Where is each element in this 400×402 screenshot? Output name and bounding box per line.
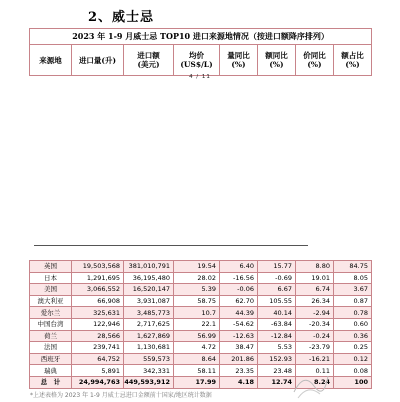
cell-vol-yoy: -54.62 — [220, 318, 258, 330]
column-header-line: (US$/L) — [180, 60, 213, 69]
cell-src: 法国 — [30, 342, 72, 354]
cell-price-yoy: -2.94 — [296, 307, 334, 319]
cell-share: 84.75 — [334, 261, 372, 273]
table-row — [30, 318, 372, 330]
cell-vol: 1,291,695 — [72, 272, 124, 284]
page-number: 4 / 11 — [189, 74, 211, 80]
column-header-line: 进口量(升) — [78, 55, 117, 65]
cell-amt-yoy: -12.84 — [258, 330, 296, 342]
cell-amt-yoy: 12.74 — [258, 376, 296, 388]
cell-share: 0.36 — [334, 330, 372, 342]
cell-price-yoy: -16.21 — [296, 353, 334, 365]
cell-vol-yoy: 4.18 — [220, 376, 258, 388]
column-header-line: 来源地 — [39, 55, 62, 65]
column-header — [72, 45, 124, 76]
cell-price: 56.99 — [174, 330, 220, 342]
cell-amt-yoy: 15.77 — [258, 261, 296, 273]
table-title: 2023 年 1-9 月威士忌 TOP10 进口来源地情况（按进口额降序排列） — [30, 29, 372, 45]
cell-src: 爱尔兰 — [30, 307, 72, 319]
cell-vol: 64,752 — [72, 353, 124, 365]
table-row — [30, 261, 372, 273]
column-header — [258, 45, 296, 76]
cell-vol: 3,066,552 — [72, 284, 124, 296]
cell-share: 0.12 — [334, 353, 372, 365]
column-header-line: 价同比 — [303, 51, 326, 60]
cell-amt: 381,010,791 — [124, 261, 174, 273]
cell-amt-yoy: 40.14 — [258, 307, 296, 319]
cell-price: 17.99 — [174, 376, 220, 388]
cell-price: 4.72 — [174, 342, 220, 354]
cell-src: 中国台湾 — [30, 318, 72, 330]
cell-vol: 24,994,763 — [72, 376, 124, 388]
page-divider — [34, 245, 308, 246]
cell-vol-yoy: 62.70 — [220, 295, 258, 307]
cell-vol-yoy: -12.63 — [220, 330, 258, 342]
column-header-line: 额占比 — [341, 51, 364, 60]
column-header-line: 进口额 — [137, 51, 160, 60]
cell-price-yoy: -23.79 — [296, 342, 334, 354]
cell-price: 5.39 — [174, 284, 220, 296]
column-header-line: (%) — [307, 60, 322, 69]
cell-vol: 122,946 — [72, 318, 124, 330]
cell-src: 瑞典 — [30, 365, 72, 377]
cell-price: 10.7 — [174, 307, 220, 319]
cell-src: 美国 — [30, 284, 72, 296]
cell-amt-yoy: -0.69 — [258, 272, 296, 284]
cell-price-yoy: 8.24 — [296, 376, 334, 388]
cell-vol: 28,566 — [72, 330, 124, 342]
cell-price-yoy: 19.01 — [296, 272, 334, 284]
import-sources-table-header — [29, 28, 372, 76]
cell-share: 3.67 — [334, 284, 372, 296]
cell-amt: 36,195,480 — [124, 272, 174, 284]
cell-price: 58.11 — [174, 365, 220, 377]
table-row — [30, 272, 372, 284]
cell-amt: 3,485,773 — [124, 307, 174, 319]
cell-amt: 1,130,681 — [124, 342, 174, 354]
cell-vol-yoy: 23.35 — [220, 365, 258, 377]
cell-price-yoy: 6.74 — [296, 284, 334, 296]
cell-price: 19.54 — [174, 261, 220, 273]
cell-vol-yoy: 6.40 — [220, 261, 258, 273]
column-header — [124, 45, 174, 76]
cell-vol-yoy: -16.56 — [220, 272, 258, 284]
cell-vol: 66,908 — [72, 295, 124, 307]
cell-price-yoy: 8.80 — [296, 261, 334, 273]
column-header — [174, 45, 220, 76]
section-heading: 2、威士忌 — [88, 10, 155, 25]
cell-amt-yoy: 152.93 — [258, 353, 296, 365]
cell-amt: 3,931,087 — [124, 295, 174, 307]
cell-amt-yoy: 5.53 — [258, 342, 296, 354]
cell-amt: 16,520,147 — [124, 284, 174, 296]
cell-amt: 559,573 — [124, 353, 174, 365]
cell-amt-yoy: 105.55 — [258, 295, 296, 307]
column-header-line: 量同比 — [227, 51, 250, 60]
table-row — [30, 330, 372, 342]
watermark-stamp-icon — [290, 362, 330, 402]
cell-price-yoy: -0.24 — [296, 330, 334, 342]
cell-price-yoy: -20.34 — [296, 318, 334, 330]
column-header — [30, 45, 72, 76]
cell-share: 0.25 — [334, 342, 372, 354]
table-footnote: *上述表格为 2023 年 1-9 月威士忌进口金额前十国家/地区统计数据 — [30, 392, 212, 399]
cell-vol: 5,891 — [72, 365, 124, 377]
column-header-line: (%) — [231, 60, 246, 69]
cell-vol-yoy: 44.39 — [220, 307, 258, 319]
cell-share: 8.05 — [334, 272, 372, 284]
column-header — [296, 45, 334, 76]
cell-src: 总 计 — [30, 376, 72, 388]
column-header-line: (美元) — [137, 60, 160, 69]
cell-vol: 239,741 — [72, 342, 124, 354]
cell-src: 澳大利亚 — [30, 295, 72, 307]
cell-price: 28.02 — [174, 272, 220, 284]
table-row — [30, 342, 372, 354]
table-row — [30, 295, 372, 307]
cell-share: 100 — [334, 376, 372, 388]
cell-price: 22.1 — [174, 318, 220, 330]
column-header-line: (%) — [269, 60, 284, 69]
cell-vol-yoy: 38.47 — [220, 342, 258, 354]
cell-amt-yoy: 6.67 — [258, 284, 296, 296]
column-header-line: 额同比 — [265, 51, 288, 60]
cell-price-yoy: 26.34 — [296, 295, 334, 307]
cell-amt: 342,331 — [124, 365, 174, 377]
cell-amt: 1,627,869 — [124, 330, 174, 342]
cell-vol: 19,503,568 — [72, 261, 124, 273]
cell-amt: 449,593,912 — [124, 376, 174, 388]
cell-share: 0.78 — [334, 307, 372, 319]
cell-src: 英国 — [30, 261, 72, 273]
cell-src: 日本 — [30, 272, 72, 284]
column-header-line: 均价 — [189, 51, 204, 60]
cell-price-yoy: 0.11 — [296, 365, 334, 377]
cell-price: 8.64 — [174, 353, 220, 365]
column-header — [334, 45, 372, 76]
cell-src: 西班牙 — [30, 353, 72, 365]
table-header-row — [30, 45, 372, 76]
cell-amt: 2,717,625 — [124, 318, 174, 330]
cell-amt-yoy: 23.48 — [258, 365, 296, 377]
table-row — [30, 307, 372, 319]
cell-vol-yoy: 201.86 — [220, 353, 258, 365]
cell-share: 0.87 — [334, 295, 372, 307]
cell-share: 0.08 — [334, 365, 372, 377]
column-header-line: (%) — [345, 60, 360, 69]
table-row — [30, 284, 372, 296]
cell-vol: 325,631 — [72, 307, 124, 319]
cell-amt-yoy: -63.84 — [258, 318, 296, 330]
column-header — [220, 45, 258, 76]
cell-price: 58.75 — [174, 295, 220, 307]
cell-src: 荷兰 — [30, 330, 72, 342]
cell-vol-yoy: -0.06 — [220, 284, 258, 296]
cell-share: 0.60 — [334, 318, 372, 330]
